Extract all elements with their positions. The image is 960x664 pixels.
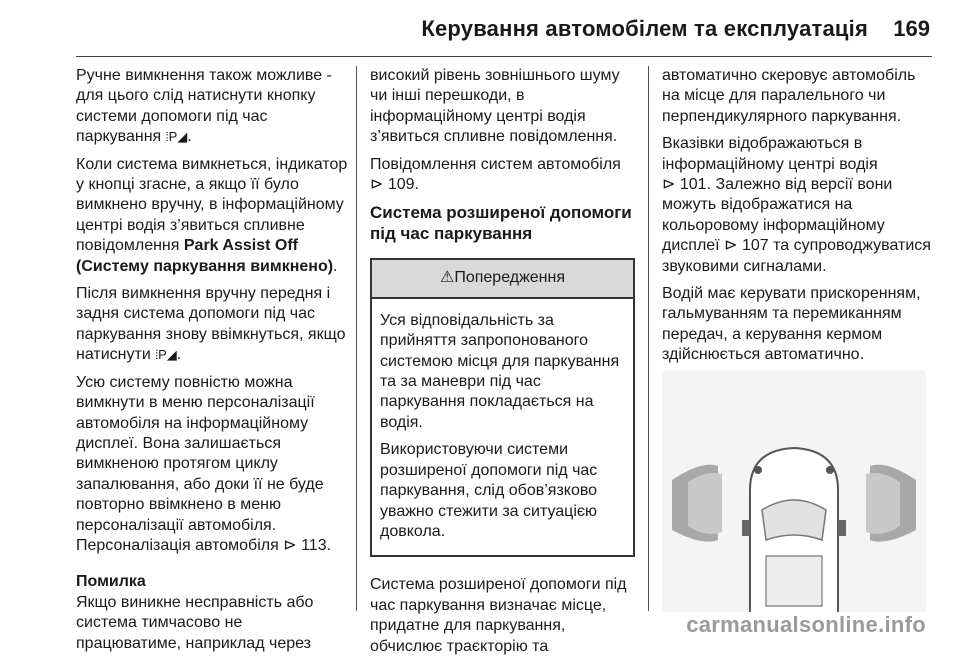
paragraph: Система розширеної допомоги під час паркування визначає місце, придатне для паркування, обчислює траєкторію та <box>370 576 627 655</box>
paragraph: Усю систему повністю можна вимкнути в меню персоналізації автомобіля на інформаційному дисплеї. Вона залишається вимкненою протягом циклу запалювання, або доки її не буде повторно ввімкнено в меню персоналізації автомобіля. Персоналізація автомобіля ⊳ 113. <box>76 373 332 554</box>
reference-arrow-icon: ⊳ <box>662 176 676 194</box>
paragraph-text: Коли система вимкнеться, індикатор у кнопці згасне, а якщо її було вимкнено вручну, в інформаційному центрі водія з’явиться спливне повідомлення <box>76 155 348 255</box>
paragraph: високий рівень зовнішнього шуму чи інші перешкоди, в інформаційному центрі водія з’явиться спливне повідомлення. <box>370 67 620 146</box>
warning-text: Використовуючи системи розширеної допомоги під час паркування, слід обов’язково уважно стежити за ситуацією довкола. <box>380 441 598 540</box>
column-divider <box>356 66 357 611</box>
parking-sensor-illustration <box>662 370 926 612</box>
paragraph: Повідомлення систем автомобіля ⊳ 109. <box>370 155 621 194</box>
page-number: 169 <box>893 16 930 41</box>
paragraph-text: Після вимкнення вручну передня і задня система допомоги під час паркування знову ввімкнуться, якщо натиснути <box>76 285 346 364</box>
paragraph: Після вимкнення вручну передня і задня система допомоги під час паркування знову ввімкнуться, якщо натиснути ⦙P◢. <box>76 285 346 364</box>
section-heading: Система розширеної допомоги під час паркування <box>370 203 632 244</box>
paragraph <box>662 134 934 277</box>
paragraph-text: . Залежно від версії вони можуть відображатися на кольоровому інформаційному дисплеї <box>662 176 893 255</box>
paragraph: Якщо виникне несправність або система тимчасово не працюватиме, наприклад через <box>76 593 314 652</box>
column-left <box>76 66 348 661</box>
page-title: Керування автомобілем та експлуатація <box>421 16 868 41</box>
page-reference[interactable]: 109 <box>387 176 415 194</box>
reference-arrow-icon: ⊳ <box>724 237 738 255</box>
warning-body <box>372 299 633 555</box>
page-reference[interactable]: 107 <box>741 237 769 255</box>
page-reference[interactable]: 113 <box>301 536 327 554</box>
warning-triangle-icon: ⚠ <box>439 269 455 287</box>
reference-arrow-icon: ⊳ <box>370 176 384 194</box>
warning-box <box>370 258 635 557</box>
warning-title: Попередження <box>454 269 566 287</box>
warning-header <box>372 260 633 298</box>
page-header <box>0 0 960 58</box>
paragraph: Ручне вимкнення також можливе - для цього слід натиснути кнопку системи допомоги під час паркування ⦙P◢. <box>76 67 332 146</box>
column-divider <box>648 66 649 611</box>
paragraph-text: Повідомлення систем автомобіля <box>370 155 621 173</box>
paragraph: Коли система вимкнеться, індикатор у кнопці згасне, а якщо її було вимкнено вручну, в інформаційному центрі водія з’явиться спливне повідомлення Park Assist Off (Системy паркування вимкнено). <box>76 155 348 275</box>
paragraph: автоматично скеровує автомобіль на місце для паралельного чи перпендикулярного паркування. <box>662 67 916 125</box>
park-assist-icon: ⦙P◢ <box>165 129 188 145</box>
popup-message-text: Park Assist Off (Системy паркування вимкнено) <box>76 237 334 275</box>
paragraph-text: та супроводжуватися звуковими сигналами. <box>662 237 931 275</box>
warning-text: Уся відповідальність за прийняття запропонованого системою місця для паркування та за маневри під час паркування покладається на водія. <box>380 311 620 431</box>
park-assist-icon: ⦙P◢ <box>155 347 177 363</box>
column-middle <box>370 66 635 664</box>
page-reference[interactable]: 101 <box>679 176 707 194</box>
paragraph-text: Усю систему повністю можна вимкнути в меню персоналізації автомобіля на інформаційному дисплеї. Вона залишається вимкненою протягом циклу запалювання, або доки її не буде повторно ввімкнено в меню персоналізації автомобіля. Персоналізація автомобіля <box>76 373 324 554</box>
section-heading-error: Помилка <box>76 573 146 591</box>
paragraph-text: Ручне вимкнення також можливе - для цього слід натиснути кнопку системи допомоги під час паркування <box>76 67 332 146</box>
reference-arrow-icon: ⊳ <box>283 536 297 554</box>
header-rule <box>76 56 932 57</box>
watermark-text: carmanualsonline.info <box>686 612 926 637</box>
paragraph-text: Вказівки відображаються в інформаційному центрі водія <box>662 135 878 173</box>
paragraph: Водій має керувати прискоренням, гальмуванням та перемиканням передач, а керування кермом здійснюється автоматично. <box>662 285 921 364</box>
car-top-view-icon <box>662 370 926 612</box>
